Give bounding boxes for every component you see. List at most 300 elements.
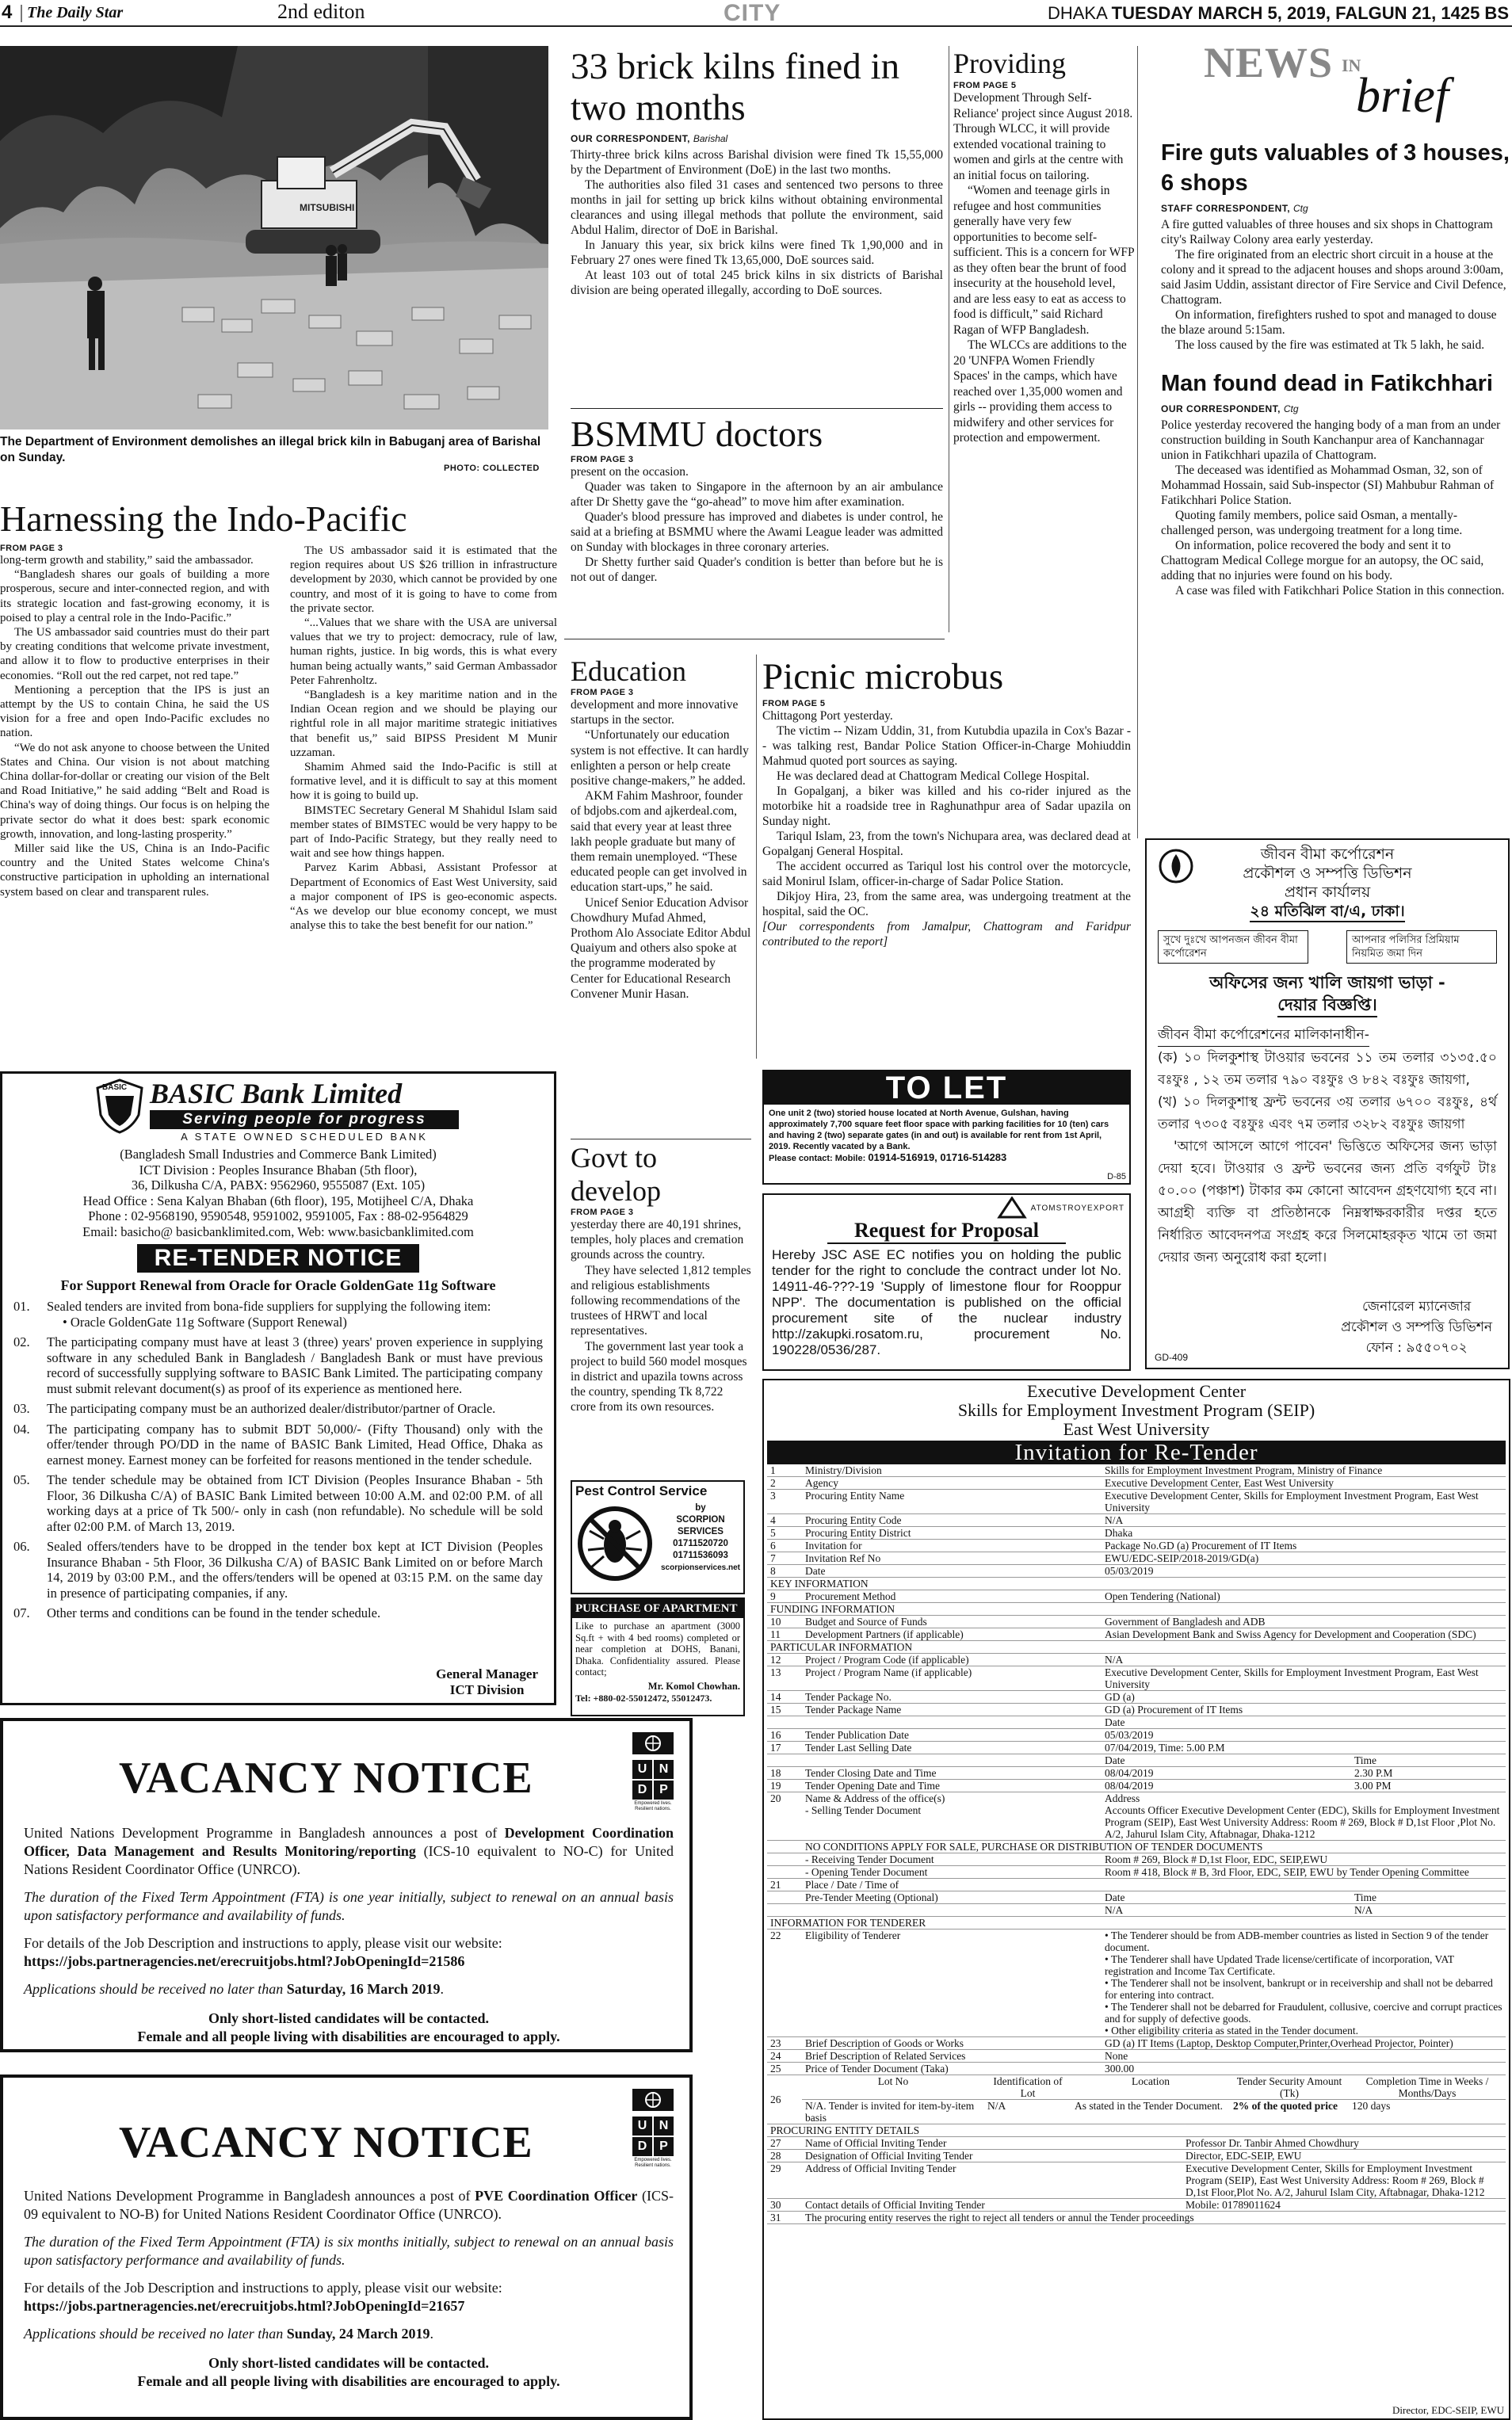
undp-letter: D bbox=[632, 1781, 652, 1800]
paragraph: yesterday there are 40,191 shrines, temples, holy places and cremation grounds across the country. bbox=[571, 1218, 744, 1262]
undp-letter: D bbox=[632, 2137, 652, 2156]
ad-vacancy-notice-1 bbox=[0, 1718, 693, 2052]
table-row bbox=[767, 2100, 1506, 2124]
paragraph: Dikjoy Hira, 23, from the same area, was undergoing treatment at the hospital, said the OC. bbox=[762, 890, 1131, 918]
picnic-credit: [Our correspondents from Jamalpur, Chattogram and Faridpur contributed to the report] bbox=[762, 920, 1131, 949]
row-label: Tender Closing Date and Time bbox=[802, 1767, 1102, 1780]
education-headline: Education bbox=[571, 655, 686, 687]
paragraph: In Gopalganj, a biker was killed and his co-rider injured as the motorbike hit a roadside tree in Raghunathpur area of Sadar upazila on Sunday night. bbox=[762, 784, 1131, 828]
vacancy-2-p3: For details of the Job Description and instructions to apply, please visit our website: bbox=[24, 2280, 502, 2296]
to-let-body bbox=[764, 1105, 1129, 1167]
table-row bbox=[767, 2124, 1506, 2137]
seip-header bbox=[764, 1380, 1509, 1439]
brief-1-body bbox=[1161, 217, 1510, 353]
govt-develop-from-page: FROM PAGE 3 bbox=[571, 1208, 634, 1217]
education-from-page: FROM PAGE 3 bbox=[571, 688, 634, 697]
row-number: 27 bbox=[767, 2137, 802, 2150]
basic-bank-name: BASIC Bank Limited bbox=[150, 1078, 403, 1109]
pest-web: scorpionservices.net bbox=[660, 1563, 741, 1572]
jiban-bima-line: (খ) ১০ দিলকুশাস্থ ফ্রন্ট ভবনের ৩য় তলার ৬৭০০ বঃফুঃ, ৪র্থ তলার ৭৩০৫ বঃফুঃ এবং ৭ম তলার ৩২৮২ বঃফুঃ জায়গা bbox=[1158, 1094, 1497, 1132]
paragraph: Quader was taken to Singapore in the afternoon by an air ambulance after Dr Shetty gave the “go-ahead” to move him after examination. bbox=[571, 480, 943, 509]
dateline-bangla: FALGUN 21, 1425 BS bbox=[1335, 3, 1509, 23]
table-row bbox=[767, 2199, 1506, 2212]
row-label: Brief Description of Related Services bbox=[802, 2050, 1102, 2063]
article-education bbox=[571, 655, 751, 1002]
item-number: 01. bbox=[13, 1299, 30, 1314]
row-label: Price of Tender Document (Taka) bbox=[802, 2063, 1102, 2075]
item-text: The participating company has to submit BDT 50,000/- (Fifty Thousand) only with the offer/tender through PO/DD in the name of BASIC Bank Limited, Head Office, Dhaka as earnest money. Earnest money can be forfeited for reasons mentioned in the tender schedule. bbox=[47, 1421, 543, 1468]
row-number: 2 bbox=[767, 1477, 802, 1490]
no-bug-icon bbox=[575, 1504, 655, 1583]
row-label: Tender Package Name bbox=[802, 1704, 1102, 1716]
indo-pacific-col-1 bbox=[0, 544, 269, 933]
table-row bbox=[767, 1590, 1506, 1603]
basic-bank-header bbox=[2, 1074, 554, 1147]
govt-develop-body bbox=[571, 1217, 751, 1415]
undp-letter: N bbox=[654, 1760, 674, 1779]
row-20-addr-head: Address bbox=[1105, 1792, 1140, 1804]
row-number: 26 bbox=[767, 2075, 802, 2124]
row-number: 24 bbox=[767, 2050, 802, 2063]
undp-letter: N bbox=[654, 2117, 674, 2136]
row-value bbox=[1102, 1792, 1506, 1841]
page-number: 4 bbox=[2, 2, 13, 23]
row-value: None bbox=[1102, 2050, 1506, 2063]
un-emblem-icon bbox=[632, 2089, 674, 2111]
photo-caption-text: The Department of Environment demolishes an illegal brick kiln in Babuganj area of Barishal on Sunday. bbox=[0, 435, 541, 464]
row-number bbox=[767, 1716, 802, 1729]
row-label: Tender Last Selling Date bbox=[802, 1742, 1102, 1754]
item-number: 05. bbox=[13, 1472, 30, 1487]
table-row bbox=[767, 1477, 1506, 1490]
row-date: N/A bbox=[1102, 1904, 1351, 1917]
column-rule bbox=[571, 408, 943, 409]
row-label: Project / Program Code (if applicable) bbox=[802, 1654, 1102, 1666]
eligibility-text: The Tenderer shall not be debarred for Fraudulent, collusive, coercive and corrupt practices and for supply of defective goods. bbox=[1105, 2001, 1502, 2025]
byline-name: OUR CORRESPONDENT, bbox=[1161, 403, 1281, 414]
seip-table-meeting bbox=[767, 1879, 1506, 1930]
table-row bbox=[767, 1742, 1506, 1754]
pest-company-1: SCORPION bbox=[676, 1515, 725, 1525]
row-number: 1 bbox=[767, 1464, 802, 1477]
row-date: Date bbox=[1102, 1891, 1351, 1904]
table-row bbox=[767, 1767, 1506, 1780]
table-row bbox=[767, 2137, 1506, 2150]
vacancy-2-p4 bbox=[24, 2325, 674, 2343]
paragraph: Shamim Ahmed said the Indo-Pacific is still at formative level, and it is difficult to say at this moment how it is going to build up. bbox=[290, 761, 557, 803]
row-number: 15 bbox=[767, 1704, 802, 1716]
row-number: 9 bbox=[767, 1590, 802, 1603]
dateline bbox=[1048, 3, 1509, 24]
row-value: Mobile: 01789011624 bbox=[1182, 2199, 1506, 2212]
table-row bbox=[767, 1628, 1506, 1641]
row-label: Tender Publication Date bbox=[802, 1729, 1102, 1742]
byline-location: Barishal bbox=[693, 133, 728, 144]
row-label: Designation of Official Inviting Tender bbox=[802, 2150, 1182, 2162]
paragraph: “Unfortunately our education system is not effective. It can hardly enlighten a person or help create positive change-makers,” he added. bbox=[571, 728, 749, 788]
rfp-title: Request for Proposal bbox=[827, 1219, 1066, 1244]
jiban-bima-line: (ক) ১০ দিলকুশাস্থ টাওয়ার ভবনের ১১ তম তলার ৩১৩৫.৫০ বঃফুঃ , ১২ তম তলার ৭৯০ বঃফুঃ ও ৮৪২ বঃফুঃ জায়গা, bbox=[1158, 1050, 1497, 1088]
jiban-bima-header bbox=[1147, 840, 1508, 922]
paragraph: The US ambassador said it is estimated that the region requires about US $26 trillion in infrastructure development by 2030, which cannot be provided by one country, and most of it is going to have to come from the private sector. bbox=[290, 544, 558, 615]
eligibility-item: • The Tenderer shall not be debarred for Fraudulent, collusive, coercive and corrupt practices and for supply of defective goods. bbox=[1105, 2001, 1502, 2025]
lot-value: N/A bbox=[984, 2100, 1071, 2124]
row-value: Director, EDC-SEIP, EWU bbox=[1182, 2150, 1506, 2162]
paragraph: They have selected 1,812 temples and religious establishments following recommendations of the trustees of HRWT and local representatives. bbox=[571, 1263, 751, 1338]
picnic-headline: Picnic microbus bbox=[762, 656, 1004, 697]
row-label: Invitation for bbox=[802, 1540, 1102, 1552]
rfp-body: Hereby JSC ASE EC notifies you on holding the public tender for the right to conclude the contract under lot No. 14911-46-???-19 'Supply of limestone flour for Rooppur NPP'. The documentation is published on the official procurement site of the nuclear industry http://zakupki.rosatom.ru, procurement No. 190228/0536/287. bbox=[772, 1247, 1121, 1357]
seip-table bbox=[767, 1464, 1506, 1754]
vacancy-2-p2: The duration of the Fixed Term Appointment (FTA) is six months initially, subject to renewal on an annual basis upon satisfactory performance and availability of funds. bbox=[24, 2234, 674, 2268]
bsmmu-headline: BSMMU doctors bbox=[571, 414, 823, 454]
jiban-bima-phone: ফোন : ৯৫৫০৭০২ bbox=[1365, 1340, 1468, 1356]
undp-letter: P bbox=[654, 1781, 674, 1800]
column-divider bbox=[756, 655, 757, 1059]
basic-bank-notice-wrap bbox=[2, 1244, 554, 1273]
paragraph: Parvez Karim Abbasi, Assistant Professor at Department of Economics of East West University, said a major component of IPS is geo-economic aspects. “As we develop our blue economy concept, we must analyse this to take the best benefit for our nation.” bbox=[290, 861, 557, 933]
article-indo-pacific bbox=[0, 498, 559, 933]
row-number: 21 bbox=[767, 1879, 802, 1891]
row-20-label: Name & Address of the office(s) bbox=[805, 1792, 945, 1804]
indo-pacific-headline: Harnessing the Indo-Pacific bbox=[0, 498, 407, 539]
undp-subtitle: Empowered lives. Resilient nations. bbox=[634, 2158, 672, 2168]
jiban-bima-signatory: জেনারেল ম্যানেজার bbox=[1361, 1299, 1472, 1315]
paragraph: long-term growth and stability,” said the ambassador. bbox=[0, 554, 254, 567]
basic-bank-tagline: Serving people for progress bbox=[150, 1110, 459, 1129]
vacancy-1-p1-post: (ICS-10 equivalent to NO-C) for United Nations Resident Coordinator Office (UNRCO). bbox=[24, 1843, 674, 1877]
news-in-brief bbox=[1161, 38, 1510, 598]
row-number: 5 bbox=[767, 1527, 802, 1540]
item-text: The participating company must be an authorized dealer/distributor/partner of Oracle. bbox=[47, 1401, 496, 1416]
seip-head-3: East West University bbox=[1063, 1419, 1210, 1439]
row-value: GD (a) Procurement of IT Items bbox=[1102, 1704, 1506, 1716]
row-label: Tender Package No. bbox=[802, 1691, 1102, 1704]
row-label: - Receiving Tender Document bbox=[802, 1853, 1102, 1866]
table-row bbox=[767, 1490, 1506, 1514]
item-text: The participating company must have at least 3 (three) years' proven experience in supplying software in any scheduled Bank in Bangladesh / Bangladesh Bank or must have previous record of successfully supplying software to BASIC Bank Limited. The participating company must submit relevant document(s) as proof of its experience as mentioned here. bbox=[47, 1334, 543, 1396]
row-value: GD (a) IT Items (Laptop, Desktop Computer,Printer,Overhead Projector, Pointer) bbox=[1102, 2037, 1506, 2050]
row-value: Dhaka bbox=[1102, 1527, 1506, 1540]
row-label: Name of Official Inviting Tender bbox=[802, 2137, 1182, 2150]
indo-pacific-col-2 bbox=[290, 544, 557, 933]
row-number: 13 bbox=[767, 1666, 802, 1691]
table-section-row bbox=[767, 1578, 1506, 1590]
table-row bbox=[767, 1716, 1506, 1729]
paragraph: Quoting family members, police said Osman, a mentally-challenged person, was undergoing treatment for a long time. bbox=[1161, 509, 1463, 537]
pest-by: by bbox=[695, 1503, 706, 1513]
row-number: 16 bbox=[767, 1729, 802, 1742]
jiban-bima-logo-icon bbox=[1158, 848, 1194, 884]
item-text: Sealed offers/tenders have to be dropped in the tender box kept at ICT Division (Peoples Insurance Bhaban - 5th Floor, 36 Dilkusha C/A) of BASIC Bank Limited on or before March 14, 2019 by 03:00 P.M., and the offers/tenders will be opened at 03:15 P.M. on the same day in presence of participating companies, if any. bbox=[47, 1539, 543, 1601]
row-20-addr: Accounts Officer Executive Development Center (EDC), Skills for Employment Investment Program (SEIP), East West University Address: Room # 269, Block # D,1st Floor ,Plot No. A/2, Jahurul Islam City, Aftabnagar, Dhaka-1212 bbox=[1105, 1804, 1500, 1840]
row-value: 05/03/2019 bbox=[1102, 1565, 1506, 1578]
paragraph: development and more innovative startups in the sector. bbox=[571, 698, 739, 727]
row-number: 25 bbox=[767, 2063, 802, 2075]
column-divider bbox=[1137, 46, 1138, 838]
paragraph: At least 103 out of total 245 brick kilns in six districts of Barishal division are being operated illegally, according to DoE sources. bbox=[571, 269, 943, 297]
basic-bank-addr-line: ICT Division : Peoples Insurance Bhaban (5th floor), bbox=[139, 1162, 418, 1178]
vacancy-1-p4 bbox=[24, 1980, 674, 1998]
atom-logo-icon bbox=[996, 1197, 1028, 1219]
seip-date-header: Date bbox=[1102, 1754, 1351, 1767]
vacancy-2-url[interactable]: https://jobs.partneragencies.net/erecruitjobs.html?JobOpeningId=21657 bbox=[24, 2298, 465, 2314]
table-row bbox=[767, 1514, 1506, 1527]
paragraph: Quader's blood pressure has improved and diabetes is under control, he said at a briefing at BSMMU where the Awami League leader was admitted on Sunday with blockages in three coronary arteries. bbox=[571, 510, 943, 554]
table-row bbox=[767, 1527, 1506, 1540]
row-value: Asian Development Bank and Swiss Agency for Development and Cooperation (SDC) bbox=[1102, 1628, 1506, 1641]
paragraph: The accident occurred as Tariqul lost his control over the motorcycle, said Monirul Islam, officer-in-charge of Sadar Police Station. bbox=[762, 860, 1131, 888]
jiban-bima-address: ২৪ মতিঝিল বা/এ, ঢাকা। bbox=[1250, 902, 1404, 922]
article-providing bbox=[953, 46, 1134, 446]
row-label: Procuring Entity District bbox=[802, 1527, 1102, 1540]
row-20-sub: - Selling Tender Document bbox=[805, 1804, 922, 1816]
row-label: Place / Date / Time of bbox=[802, 1879, 1102, 1891]
row-value: N/A bbox=[1102, 1514, 1506, 1527]
indo-pacific-columns bbox=[0, 544, 559, 933]
vacancy-1-p6: Female and all people living with disabilities are encouraged to apply. bbox=[137, 2029, 560, 2044]
table-row bbox=[767, 2212, 1506, 2224]
row-number: 4 bbox=[767, 1514, 802, 1527]
brick-kilns-byline bbox=[571, 133, 943, 144]
row-label: Brief Description of Goods or Works bbox=[802, 2037, 1102, 2050]
row-number: 22 bbox=[767, 1930, 802, 2037]
to-let-contact: 01914-516919, 01716-514283 bbox=[868, 1151, 1007, 1163]
table-row bbox=[767, 1853, 1506, 1866]
row-value: 05/03/2019 bbox=[1102, 1729, 1506, 1742]
table-row bbox=[767, 1565, 1506, 1578]
indo-pacific-col-2-body bbox=[290, 544, 557, 933]
tenderer-section: INFORMATION FOR TENDERER bbox=[767, 1917, 1506, 1930]
paragraph: On information, firefighters rushed to spot and managed to douse the blaze around 5:15am. bbox=[1161, 308, 1497, 337]
article-bsmmu bbox=[571, 414, 943, 585]
apartment-body: Like to purchase an apartment (3000 Sq.ft + with 4 bed rooms) completed or near completion at DOHS, Banani, Dhaka. Confidentiality assured. Please contact; bbox=[575, 1620, 740, 1678]
lot-header: Identification of Lot bbox=[984, 2075, 1071, 2100]
to-let-contact-label: Please contact: Mobile: bbox=[769, 1154, 866, 1163]
table-row bbox=[767, 1704, 1506, 1716]
eligibility-item: • Other eligibility criteria as stated in the Tender document. bbox=[1105, 2025, 1358, 2036]
ad-request-for-proposal bbox=[762, 1193, 1131, 1371]
row-value: N/A bbox=[1102, 1654, 1506, 1666]
row-value: Room # 418, Block # B, 3rd Floor, EDC, SEIP, EWU by Tender Opening Committee bbox=[1102, 1866, 1506, 1879]
vacancy-1-p4-pre: Applications should be received no later than bbox=[24, 1981, 287, 1997]
row-number: 14 bbox=[767, 1691, 802, 1704]
item-text: Other terms and conditions can be found in the tender schedule. bbox=[47, 1605, 381, 1620]
jiban-bima-signature bbox=[1341, 1296, 1492, 1358]
article-govt-develop bbox=[571, 1141, 751, 1415]
row-value: Professor Dr. Tanbir Ahmed Chowdhury bbox=[1182, 2137, 1506, 2150]
seip-table-eligibility bbox=[767, 1930, 1506, 2075]
paragraph: “Bangladesh shares our goals of building a more prosperous, secure and inter-connected region, and with its strategic location and fast-growing economy, it is poised to play a central role in the Indo-Pacific.” bbox=[0, 568, 269, 624]
providing-from-page: FROM PAGE 5 bbox=[953, 81, 1017, 90]
basic-bank-item bbox=[13, 1299, 543, 1330]
jiban-bima-slogans bbox=[1147, 922, 1508, 964]
row-number: 29 bbox=[767, 2162, 802, 2199]
no-conditions: NO CONDITIONS APPLY FOR SALE, PURCHASE OR DISTRIBUTION OF TENDER DOCUMENTS bbox=[802, 1841, 1506, 1853]
row-label: - Opening Tender Document bbox=[802, 1866, 1102, 1879]
brief-2-byline bbox=[1161, 403, 1510, 414]
pest-title: Pest Control Service bbox=[575, 1483, 708, 1498]
vacancy-2-p4-post: . bbox=[430, 2326, 433, 2342]
vacancy-1-p4-post: . bbox=[440, 1981, 444, 1997]
basic-bank-addr-line: Phone : 02-9568190, 9590548, 9591002, 9591005, Fax : 88-02-9564829 bbox=[88, 1208, 468, 1223]
basic-bank-addr-line: 36, Dilkusha C/A, PABX: 9562960, 9555087 (Ext. 105) bbox=[131, 1178, 426, 1193]
row-label: Agency bbox=[802, 1477, 1102, 1490]
basic-bank-item bbox=[13, 1422, 543, 1468]
pest-details bbox=[658, 1502, 743, 1574]
jiban-bima-slogan-left: সুখে দুঃখে আপনজন জীবন বীমা কর্পোরেশন bbox=[1158, 930, 1308, 964]
table-row bbox=[767, 1841, 1506, 1853]
basic-bank-logo-text: BASIC bbox=[102, 1083, 128, 1092]
vacancy-2-p1-pre: United Nations Development Programme in Bangladesh announces a post of bbox=[24, 2188, 475, 2204]
providing-body bbox=[953, 90, 1134, 446]
item-number: 02. bbox=[13, 1334, 30, 1349]
paragraph: He was declared dead at Chattogram Medical College Hospital. bbox=[777, 769, 1090, 783]
table-row bbox=[767, 1729, 1506, 1742]
bsmmu-from-page: FROM PAGE 3 bbox=[571, 455, 634, 464]
paragraph: Miller said like the US, China is an Indo-Pacific country and the United States welcome China's constructive participation in upholding an international system based on clear and transparent rules. bbox=[0, 842, 269, 899]
row-value: Open Tendering (National) bbox=[1102, 1590, 1506, 1603]
picnic-from-page: FROM PAGE 5 bbox=[762, 699, 826, 708]
row-label: Project / Program Name (if applicable) bbox=[802, 1666, 1102, 1691]
basic-bank-signatory: General Manager bbox=[436, 1666, 538, 1681]
indo-pacific-col-1-body bbox=[0, 553, 269, 899]
undp-logo-1 bbox=[632, 1732, 674, 1812]
brick-kilns-body bbox=[571, 147, 943, 298]
eligibility-text: Other eligibility criteria as stated in the Tender document. bbox=[1111, 2025, 1358, 2036]
paragraph: Chittagong Port yesterday. bbox=[762, 709, 893, 723]
table-row bbox=[767, 2063, 1506, 2075]
table-row bbox=[767, 1754, 1506, 1767]
paragraph: “...Values that we share with the USA are universal values that we try to project: democracy, rule of law, human rights, justice. In big words, this is what every human being actually wants,” said German Ambassador Peter Fahrenholtz. bbox=[290, 616, 557, 687]
basic-bank-addr-line: Head Office : Sena Kalyan Bhaban (6th floor), 195, Motijheel C/A, Dhaka bbox=[82, 1193, 474, 1208]
vacancy-2-p4-pre: Applications should be received no later than bbox=[24, 2326, 287, 2342]
undp-subtitle: Empowered lives. Resilient nations. bbox=[634, 1801, 672, 1811]
table-row bbox=[767, 1552, 1506, 1565]
jiban-bima-line: 'আগে আসলে আগে পাবেন' ভিত্তিতে অফিসের জন্য ভাড়া দেয়া হবে। টাওয়ার ও ফ্রন্ট ভবনের জন্য প্রতি বর্গফুট টাঃ ৫০.০০ (পঞ্চাশ) টাকার কম কোনো আবেদন গ্রহণযোগ্য হবে না। আগ্রহী ব্যক্তি বা প্রতিষ্ঠানকে নিম্নস্বাক্ষরকারীর দপ্তর হতে নির্ধারিত আবেদনপত্র সংগ্রহ করে সিলমোহরকৃত খামে তা জমা দেয়ার জন্য অনুরোধ করা হলো। bbox=[1158, 1139, 1497, 1265]
excavator-brand-text: MITSUBISHI bbox=[300, 202, 355, 213]
item-bullet: • Oracle GoldenGate 11g Software (Support Renewal) bbox=[63, 1314, 347, 1330]
govt-develop-headline: Govt to develop bbox=[571, 1142, 661, 1207]
article-picnic bbox=[762, 655, 1131, 949]
news-brief-news: NEWS bbox=[1204, 39, 1334, 86]
brief-1-byline bbox=[1161, 203, 1510, 214]
basic-bank-item bbox=[13, 1334, 543, 1396]
row-label: Procurement Method bbox=[802, 1590, 1102, 1603]
item-number: 03. bbox=[13, 1401, 30, 1416]
table-row bbox=[767, 1540, 1506, 1552]
table-section-label: KEY INFORMATION bbox=[767, 1578, 1506, 1590]
article-brick-kilns bbox=[571, 46, 943, 298]
indo-pacific-from-page: FROM PAGE 3 bbox=[0, 544, 63, 553]
table-row bbox=[767, 1691, 1506, 1704]
seip-head-2: Skills for Employment Investment Program (SEIP) bbox=[957, 1400, 1315, 1420]
ad-pest-control bbox=[571, 1480, 745, 1594]
jiban-bima-division: প্রকৌশল ও সম্পত্তি ডিভিশন bbox=[1243, 865, 1412, 882]
paragraph: The authorities also filed 31 cases and sentenced two persons to three months in jail for setting up brick kilns without obtaining environmental clearances and using illegal methods that pollute the environment, said Abdul Halim, director of DoE in Barishal. bbox=[571, 178, 943, 237]
paragraph: The government last year took a project to build 560 model mosques in district and upazila towns across the country, spending Tk 8,722 crore from its own resources. bbox=[571, 1339, 747, 1414]
row-label: Tender Opening Date and Time bbox=[802, 1780, 1102, 1792]
row-value: 07/04/2019, Time: 5.00 P.M bbox=[1102, 1742, 1506, 1754]
table-section-row bbox=[767, 1641, 1506, 1654]
jiban-bima-heading bbox=[1147, 971, 1508, 1017]
undp-letter: U bbox=[632, 1760, 652, 1779]
lot-value: 2% of the quoted price bbox=[1230, 2100, 1349, 2124]
masthead bbox=[0, 0, 1512, 27]
row-value: Skills for Employment Investment Program, Ministry of Finance bbox=[1102, 1464, 1506, 1477]
news-photo bbox=[0, 46, 548, 429]
table-section-label: FUNDING INFORMATION bbox=[767, 1603, 1506, 1616]
vacancy-2-p1-post: (ICS-09 equivalent to NO-B) for United Nations Resident Coordinator Office (UNRCO). bbox=[24, 2188, 674, 2222]
row-label: Contact details of Official Inviting Tender bbox=[802, 2199, 1182, 2212]
basic-bank-items bbox=[2, 1294, 554, 1621]
pest-phone-1: 01711520720 bbox=[673, 1539, 728, 1548]
table-row bbox=[767, 1654, 1506, 1666]
paragraph: The deceased was identified as Mohammad Osman, 32, son of Mohammad Hossain, said Sub-inspector (SI) Mahbubur Rahman of Fatikchhari Police Station. bbox=[1161, 464, 1495, 507]
row-label: Budget and Source of Funds bbox=[802, 1616, 1102, 1628]
picnic-body bbox=[762, 708, 1131, 949]
byline-location: Ctg bbox=[1283, 403, 1299, 414]
row-label: Invitation Ref No bbox=[802, 1552, 1102, 1565]
row-time: Time bbox=[1351, 1891, 1506, 1904]
seip-head-1: Executive Development Center bbox=[1026, 1381, 1247, 1401]
basic-bank-addr-line: Email: basicho@ basicbanklimited.com, Web: www.basicbanklimited.com bbox=[82, 1223, 474, 1239]
basic-bank-item bbox=[13, 1605, 543, 1621]
news-brief-in: IN bbox=[1342, 55, 1361, 75]
ad-jiban-bima bbox=[1145, 838, 1510, 1369]
photo-credit: PHOTO: COLLECTED bbox=[444, 464, 540, 473]
row-number: 31 bbox=[767, 2212, 802, 2224]
apartment-name: Mr. Komol Chowhan. bbox=[647, 1680, 740, 1692]
item-text: Sealed tenders are invited from bona-fide suppliers for supplying the following item: bbox=[47, 1299, 491, 1314]
ad-vacancy-notice-2 bbox=[0, 2075, 693, 2420]
row-time: N/A bbox=[1351, 1904, 1506, 1917]
undp-letters bbox=[632, 1760, 674, 1800]
item-number: 06. bbox=[13, 1539, 30, 1554]
table-row bbox=[767, 1891, 1506, 1904]
vacancy-1-p1 bbox=[24, 1824, 674, 1879]
edition-label: 2nd editon bbox=[277, 0, 365, 23]
row-label: Address of Official Inviting Tender bbox=[802, 2162, 1182, 2199]
vacancy-2-position: PVE Coordination Officer bbox=[475, 2188, 638, 2204]
ad-to-let bbox=[762, 1070, 1131, 1185]
basic-bank-addr-line: (Bangladesh Small Industries and Commerce Bank Limited) bbox=[120, 1147, 437, 1162]
dateline-city: DHAKA bbox=[1047, 3, 1107, 23]
basic-bank-address bbox=[2, 1147, 554, 1239]
jiban-bima-heading-2: দেয়ার বিজ্ঞপ্তি। bbox=[1277, 994, 1376, 1017]
paragraph: Mentioning a perception that the IPS is just an attempt by the US to contain China, he said the US vision for a free and open Indo-Pacific excludes no nation. bbox=[0, 683, 269, 740]
jiban-bima-heading-1: অফিসের জন্য খালি জায়গা ভাড়া - bbox=[1209, 973, 1445, 992]
paragraph: A case was filed with Fatikchhari Police Station in this connection. bbox=[1175, 584, 1505, 597]
paragraph: “We do not ask anyone to choose between the United States and China. Our vision is not about matching China dollar-for-dollar or creating our vision of the Belt and Road Initiative,” he said adding “Belt and Road is China's way of doing things. Our focus is on helping the private sector do what it does best: spark economic growth, innovation, and long-lasting prosperity.” bbox=[0, 741, 269, 841]
paragraph: “Women and teenage girls in refugee and host communities generally have very few opportunities to become self-sufficient. This is a concern for WFP as they often bear the brunt of food insecurity at the household level, and are less easy to eat as access to food is difficult,” said Richard Ragan of WFP Bangladesh. bbox=[953, 184, 1135, 337]
education-body bbox=[571, 697, 751, 1002]
vacancy-1-p5: Only short-listed candidates will be contacted. bbox=[208, 2010, 489, 2026]
vacancy-2-p6: Female and all people living with disabilities are encouraged to apply. bbox=[137, 2373, 560, 2389]
vacancy-2-body bbox=[24, 2187, 674, 2391]
excavator-photo-illustration bbox=[0, 46, 548, 429]
table-row bbox=[767, 1866, 1506, 1879]
table-row bbox=[767, 1917, 1506, 1930]
eligibility-item: • The Tenderer shall not be insolvent, bankrupt or in receivership and shall not be debarred for entering into contract. bbox=[1105, 1977, 1493, 2001]
row-label: Procuring Entity Code bbox=[802, 1514, 1102, 1527]
row-value: GD (a) bbox=[1102, 1691, 1506, 1704]
ad-basic-bank bbox=[0, 1071, 556, 1705]
vacancy-1-url[interactable]: https://jobs.partneragencies.net/erecruitjobs.html?JobOpeningId=21586 bbox=[24, 1953, 465, 1969]
ad-seip-retender bbox=[762, 1379, 1510, 2420]
row-number: 23 bbox=[767, 2037, 802, 2050]
apartment-title: PURCHASE OF APARTMENT bbox=[572, 1599, 743, 1618]
